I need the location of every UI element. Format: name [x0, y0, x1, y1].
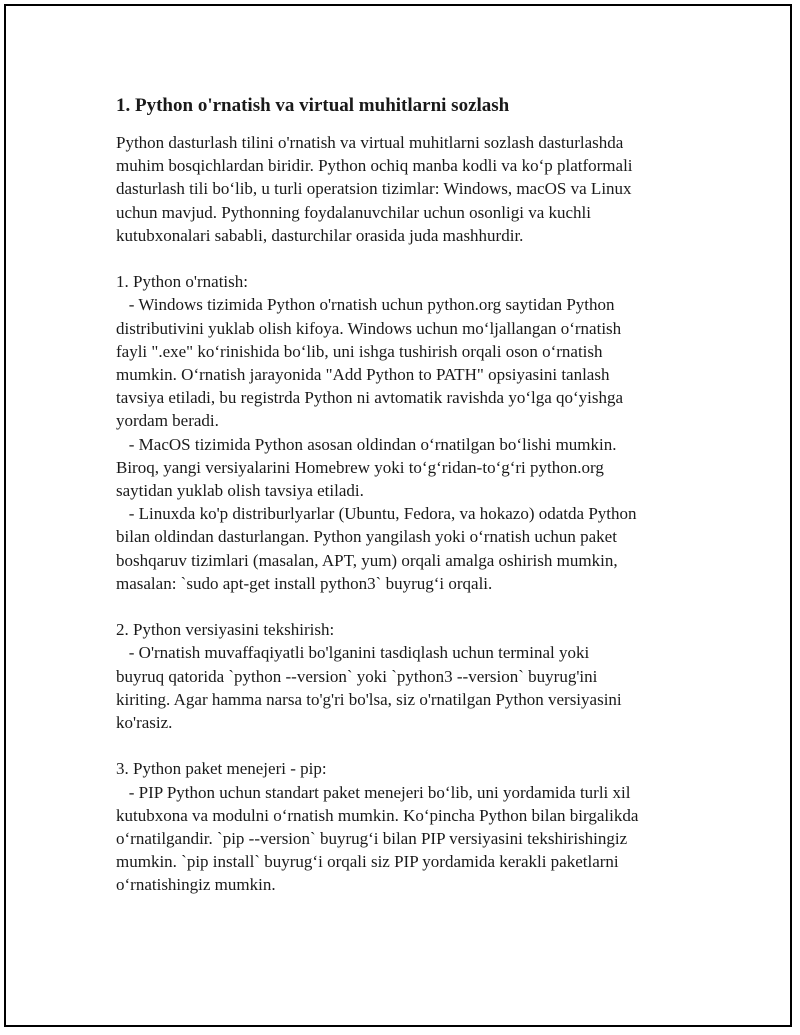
text-line: kiriting. Agar hamma narsa to'g'ri bo'lsa, siz o'rnatilgan Python versiyasini — [116, 689, 622, 709]
text-line: o‘rnatilgandir. `pip --version` buyrug‘i bilan PIP versiyasini tekshirishingiz — [116, 829, 628, 849]
text-line: buyruq qatorida `python --version` yoki `python3 --version` buyrug'ini — [116, 666, 598, 686]
text-line: boshqaruv tizimlari (masalan, APT, yum) orqali amalga oshirish mumkin, — [116, 550, 618, 570]
intro-paragraph — [116, 131, 716, 247]
text-line: mumkin. `pip install` buyrug‘i orqali siz PIP yordamida kerakli paketlarni — [116, 852, 619, 872]
text-line: saytidan yuklab olish tavsiya etiladi. — [116, 481, 364, 501]
text-line: 3. Python paket menejeri - pip: — [116, 759, 327, 779]
text-line: kutubxona va modulni o‘rnatish mumkin. Ko‘pincha Python bilan birgalikda — [116, 805, 639, 825]
section-version-paragraph — [116, 618, 716, 734]
document-content — [116, 92, 716, 897]
text-line: 2. Python versiyasini tekshirish: — [116, 620, 335, 640]
text-line: mumkin. O‘rnatish jarayonida "Add Python to PATH" opsiyasini tanlash — [116, 365, 610, 385]
text-line: Python dasturlash tilini o'rnatish va virtual muhitlarni sozlash dasturlashda — [116, 133, 624, 152]
paragraph-gap — [116, 595, 716, 618]
text-line: o‘rnatishingiz mumkin. — [116, 875, 276, 895]
text-line: uchun mavjud. Pythonning foydalanuvchilar uchun osonligi va kuchli — [116, 202, 591, 222]
section-pip-paragraph — [116, 757, 716, 896]
section-heading: 1. Python o'rnatish va virtual muhitlarni sozlash — [116, 95, 510, 116]
text-line: 1. Python o'rnatish: — [116, 272, 248, 292]
text-line: Biroq, yangi versiyalarini Homebrew yoki to‘g‘ridan-to‘g‘ri python.org — [116, 457, 604, 477]
text-line: ko'rasiz. — [116, 713, 173, 733]
text-line: dasturlash tili bo‘lib, u turli operatsion tizimlar: Windows, macOS va Linux — [116, 179, 632, 199]
text-line: bilan oldindan dasturlangan. Python yangilash yoki o‘rnatish uchun paket — [116, 527, 617, 547]
text-line: - Windows tizimida Python o'rnatish uchun python.org saytidan Python — [116, 295, 615, 315]
text-line: - Linuxda ko'p distriburlyarlar (Ubuntu, Fedora, va hokazo) odatda Python — [116, 504, 637, 524]
paragraph-gap — [116, 247, 716, 270]
text-line: fayli ".exe" ko‘rinishida bo‘lib, uni ishga tushirish orqali oson o‘rnatish — [116, 341, 603, 361]
text-line: tavsiya etiladi, bu registrda Python ni avtomatik ravishda yo‘lga qo‘yishga — [116, 388, 624, 408]
section-install-paragraph — [116, 270, 716, 595]
text-line: muhim bosqichlardan biridir. Python ochiq manba kodli va ko‘p platformali — [116, 156, 633, 176]
text-line: - MacOS tizimida Python asosan oldindan o‘rnatilgan bo‘lishi mumkin. — [116, 434, 617, 454]
paragraph-gap — [116, 734, 716, 757]
text-line: distributivini yuklab olish kifoya. Windows uchun mo‘ljallangan o‘rnatish — [116, 318, 622, 338]
text-line: kutubxonalari sababli, dasturchilar orasida juda mashhurdir. — [116, 225, 524, 245]
text-line: masalan: `sudo apt-get install python3` buyrug‘i orqali. — [116, 573, 493, 593]
text-line: yordam beradi. — [116, 411, 219, 431]
text-line: - O'rnatish muvaffaqiyatli bo'lganini tasdiqlash uchun terminal yoki — [116, 643, 590, 663]
text-line: - PIP Python uchun standart paket menejeri bo‘lib, uni yordamida turli xil — [116, 782, 631, 802]
